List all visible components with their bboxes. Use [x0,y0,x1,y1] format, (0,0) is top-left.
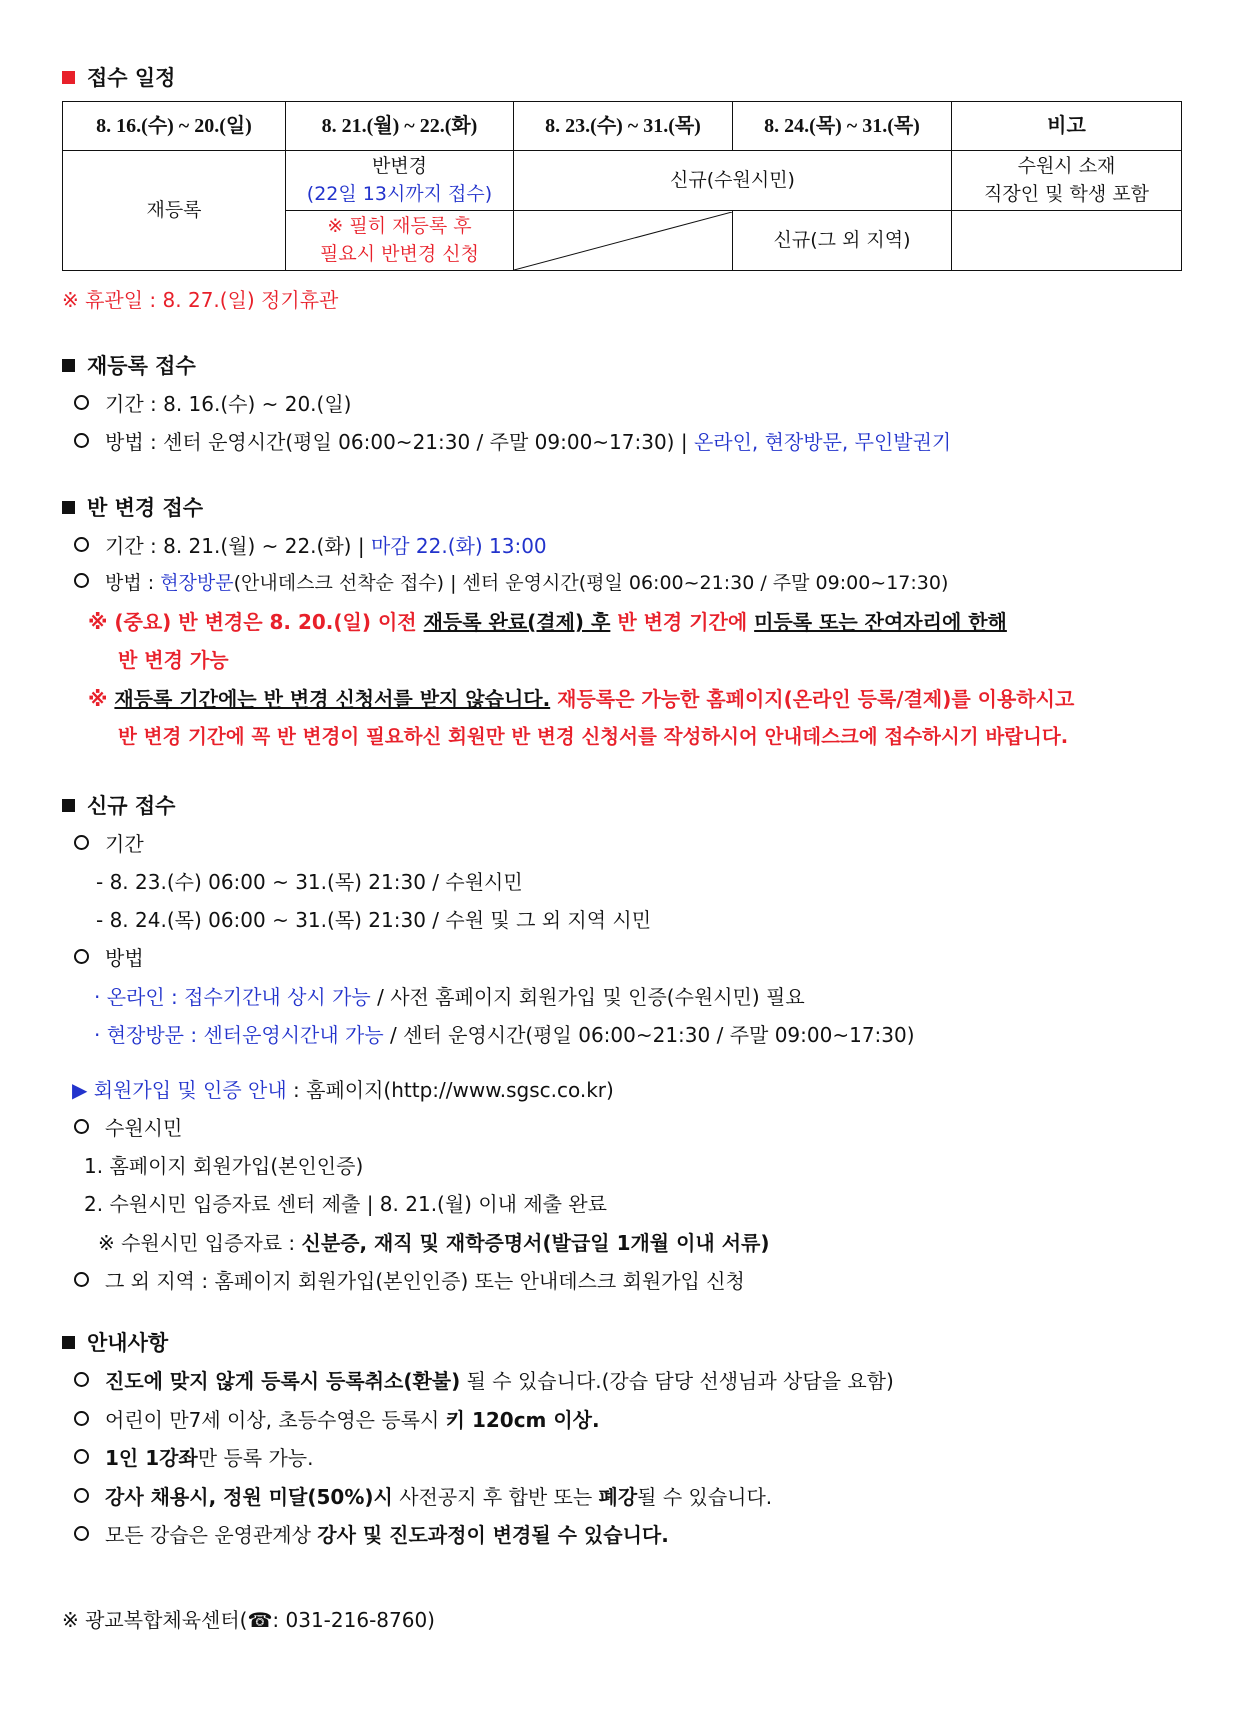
online-method: · 온라인 : 접수기간내 상시 가능 / 사전 홈페이지 회원가입 및 인증(수원시민) 필요 [94,985,805,1009]
phone-number: : 031-216-8760) [272,1608,435,1632]
class-change-heading: 반 변경 접수 [62,498,203,519]
class-change-title: 반변경 [371,154,428,177]
circle-bullet-icon [74,395,89,410]
circle-bullet-icon [74,835,89,850]
suwon-proof-note: ※ 수원시민 입증자료 : 신분증, 재직 및 재학증명서(발급일 1개월 이내 서류) [98,1231,770,1255]
notice-item-2: 어린이 만7세 이상, 초등수영은 등록시 키 120cm 이상. [74,1410,600,1430]
class-change-warning: ※ 재등록 기간에는 반 변경 신청서를 받지 않습니다. 재등록은 가능한 홈페이지(온라인 등록/결제)를 이용하시고 [88,687,1075,711]
notice-item-1: 진도에 맞지 않게 등록시 등록취소(환불) 될 수 있습니다.(강습 담당 선생님과 상담을 요함) [74,1371,894,1391]
red-square-bullet-icon [62,71,75,84]
other-region-note: 그 외 지역 : 홈페이지 회원가입(본인인증) 또는 안내데스크 회원가입 신청 [74,1271,745,1291]
new-registration-heading: 신규 접수 [62,796,175,817]
member-signup-guide: ▶ 회원가입 및 인증 안내 : 홈페이지(http://www.sgsc.co.kr) [72,1078,614,1102]
empty-remark-cell [952,211,1182,271]
diagonal-line [514,212,732,270]
re-registration-method: 방법 : 센터 운영시간(평일 06:00~21:30 / 주말 09:00~17:30) | 온라인, 현장방문, 무인발권기 [74,432,951,452]
class-change-visit: 현장방문 [160,572,234,594]
remark-cell [952,151,1182,211]
phone-icon: ☎ [247,1608,273,1632]
circle-bullet-icon [74,1449,89,1464]
square-bullet-icon [62,501,75,514]
class-change-note-cell [286,211,514,271]
suwon-step-1: 1. 홈페이지 회원가입(본인인증) [84,1154,364,1178]
remark-line-2: 직장인 및 학생 포함 [984,182,1149,205]
circle-bullet-icon [74,573,89,588]
circle-bullet-icon [74,1526,89,1541]
notice-heading: 안내사항 [62,1333,168,1354]
closed-day-note: ※ 휴관일 : 8. 27.(일) 정기휴관 [62,288,339,312]
schedule-heading: 접수 일정 [62,68,175,89]
square-bullet-icon [62,1336,75,1349]
re-registration-period: 기간 : 8. 16.(수) ~ 20.(일) [74,394,351,414]
re-registration-heading: 재등록 접수 [62,356,196,377]
notice-item-3: 1인 1강좌만 등록 가능. [74,1448,313,1468]
header-period-2: 8. 21.(월) ~ 22.(화) [286,102,514,151]
new-registration-method-label: 방법 [74,948,144,968]
class-change-deadline: (22일 13시까지 접수) [306,182,493,205]
class-change-warning-2: 반 변경 기간에 꼭 반 변경이 필요하신 회원만 반 변경 신청서를 작성하시어 안내데스크에 접수하시기 바랍니다. [118,725,1069,748]
circle-bullet-icon [74,1488,89,1503]
square-bullet-icon [62,359,75,372]
header-period-1: 8. 16.(수) ~ 20.(일) [63,102,286,151]
circle-bullet-icon [74,537,89,552]
circle-bullet-icon [74,433,89,448]
new-registration-period-label: 기간 [74,834,144,854]
circle-bullet-icon [74,1372,89,1387]
re-registration-cell: 재등록 [63,151,286,271]
circle-bullet-icon [74,1411,89,1426]
circle-bullet-icon [74,949,89,964]
suwon-citizen-label: 수원시민 [74,1118,182,1138]
schedule-table [62,101,1182,271]
class-change-method: 방법 : 현장방문(안내데스크 선착순 접수) | 센터 운영시간(평일 06:00~21:30 / 주말 09:00~17:30) [74,573,948,593]
square-bullet-icon [62,799,75,812]
new-suwon-cell: 신규(수원시민) [514,151,952,211]
remark-line-1: 수원시 소재 [1017,154,1116,177]
header-period-3: 8. 23.(수) ~ 31.(목) [514,102,733,151]
header-period-4: 8. 24.(목) ~ 31.(목) [733,102,952,151]
schedule-row-1 [63,151,1182,211]
new-registration-period-1: - 8. 23.(수) 06:00 ~ 31.(목) 21:30 / 수원시민 [96,870,523,894]
new-other-cell: 신규(그 외 지역) [733,211,952,271]
class-change-deadline-text: 마감 22.(화) 13:00 [370,534,547,558]
class-change-note-1: ※ 필히 재등록 후 [327,214,472,237]
notice-item-4: 강사 채용시, 정원 미달(50%)시 사전공지 후 합반 또는 폐강될 수 있습니다. [74,1487,772,1507]
circle-bullet-icon [74,1272,89,1287]
class-change-note-2: 필요시 반변경 신청 [320,242,479,265]
header-remark: 비고 [952,102,1182,151]
class-change-period: 기간 : 8. 21.(월) ~ 22.(화) | 마감 22.(화) 13:00 [74,536,547,556]
footer-contact: ※ 광교복합체육센터(☎: 031-216-8760) [62,1608,435,1632]
schedule-header-row [63,102,1182,151]
re-registration-channels: 온라인, 현장방문, 무인발권기 [693,430,952,454]
class-change-important-note-2: 반 변경 가능 [118,648,229,672]
circle-bullet-icon [74,1119,89,1134]
new-registration-period-2: - 8. 24.(목) 06:00 ~ 31.(목) 21:30 / 수원 및 그 외 지역 시민 [96,908,652,932]
class-change-important-note: ※ (중요) 반 변경은 8. 20.(일) 이전 재등록 완료(결제) 후 반 변경 기간에 미등록 또는 잔여자리에 한해 [88,610,1007,634]
suwon-step-2: 2. 수원시민 입증자료 센터 제출 | 8. 21.(월) 이내 제출 완료 [84,1192,607,1216]
notice-item-5: 모든 강습은 운영관계상 강사 및 진도과정이 변경될 수 있습니다. [74,1525,669,1545]
visit-method: · 현장방문 : 센터운영시간내 가능 / 센터 운영시간(평일 06:00~21:30 / 주말 09:00~17:30) [94,1023,915,1047]
empty-diagonal-cell [514,211,733,271]
class-change-cell [286,151,514,211]
